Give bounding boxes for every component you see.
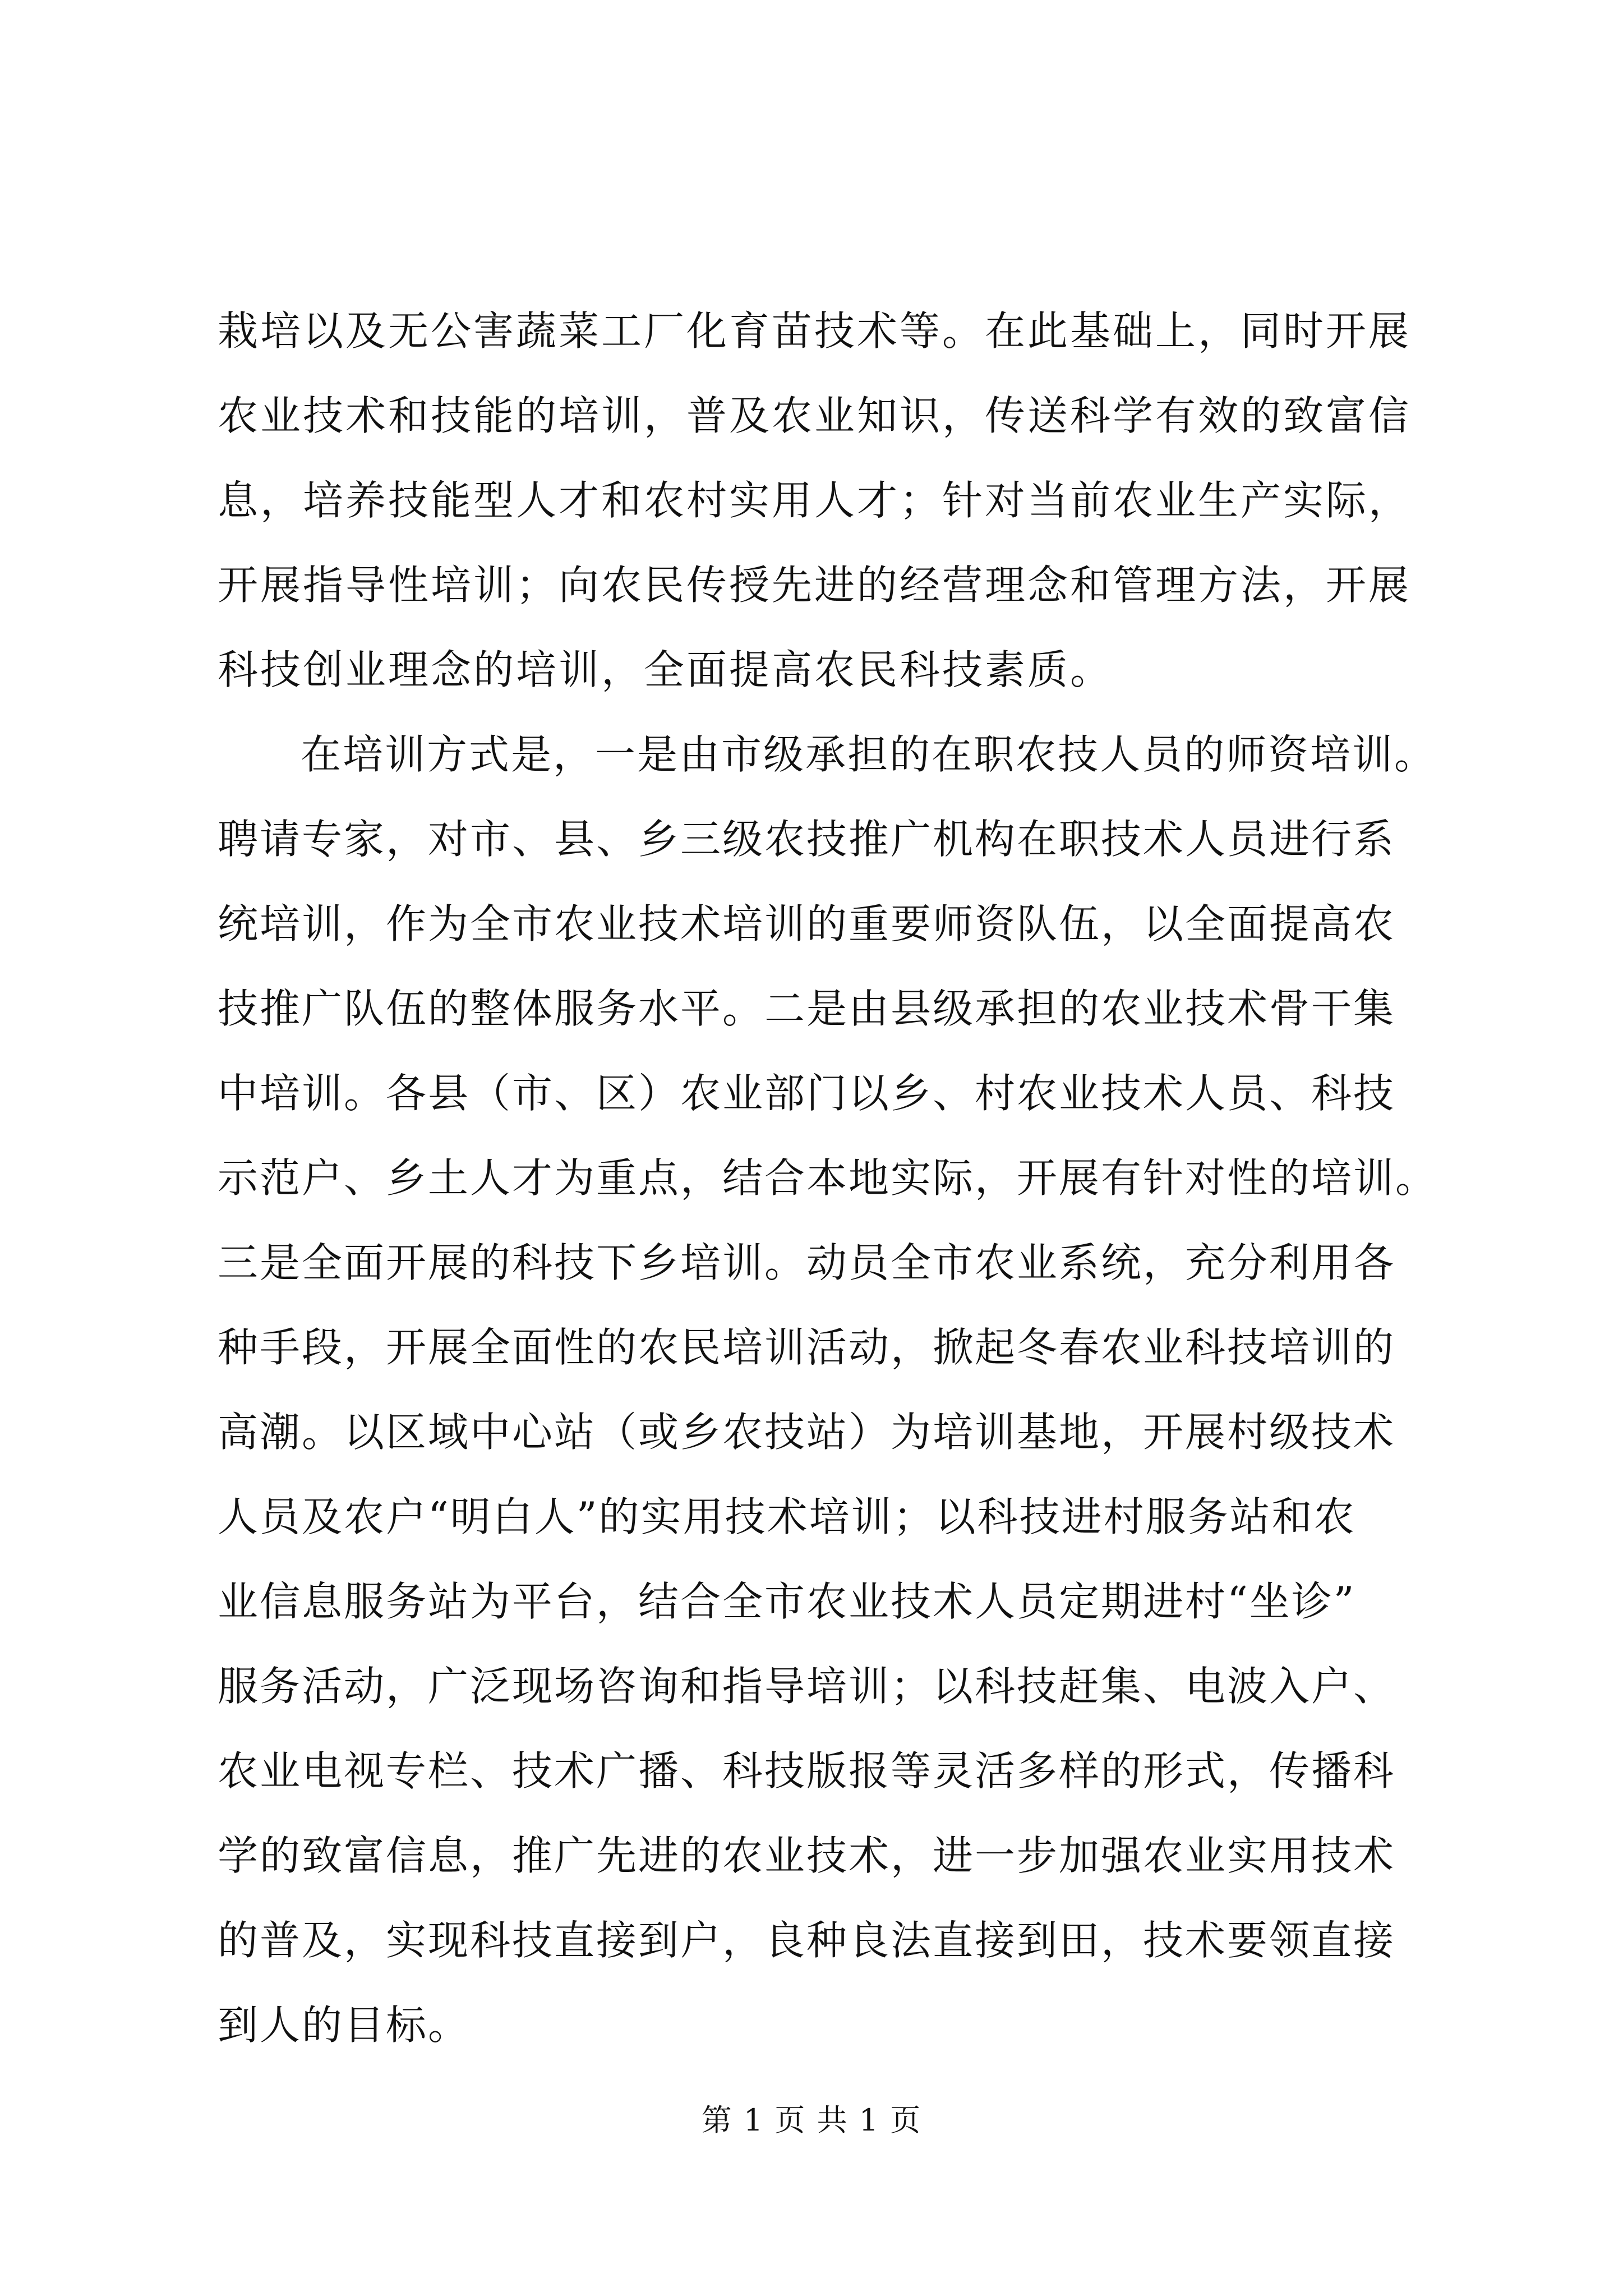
paragraph-1 (218, 289, 1418, 712)
page-number-label: 第 1 页 共 1 页 (701, 2102, 922, 2138)
text-line: 开展指导性培训；向农民传授先进的经营理念和管理方法，开展 (218, 562, 1412, 609)
text-line: 业信息服务站为平台，结合全市农业技术人员定期进村“坐诊” (218, 1578, 1356, 1625)
document-body (218, 289, 1438, 2068)
text-line: 人员及农户“明白人”的实用技术培训；以科技进村服务站和农 (218, 1493, 1356, 1540)
text-line: 三是全面开展的科技下乡培训。动员全市农业系统，充分利用各 (218, 1239, 1396, 1286)
text-line: 聘请专家，对市、县、乡三级农技推广机构在职技术人员进行系 (218, 816, 1396, 863)
text-line: 技推广队伍的整体服务水平。二是由县级承担的农业技术骨干集 (218, 985, 1396, 1032)
text-line: 种手段，开展全面性的农民培训活动，掀起冬春农业科技培训的 (218, 1324, 1396, 1371)
text-line: 栽培以及无公害蔬菜工厂化育苗技术等。在此基础上，同时开展 (218, 307, 1412, 355)
text-line: 统培训，作为全市农业技术培训的重要师资队伍，以全面提高农 (218, 900, 1396, 947)
page-footer (0, 2101, 1623, 2140)
paragraph-2 (218, 712, 1438, 2068)
text-line: 科技创业理念的培训，全面提高农民科技素质。 (218, 646, 1113, 693)
text-line: 的普及，实现科技直接到户，良种良法直接到田，技术要领直接 (218, 1917, 1396, 1964)
text-line: 高潮。以区域中心站（或乡农技站）为培训基地，开展村级技术 (218, 1409, 1396, 1456)
text-line: 服务活动，广泛现场咨询和指导培训；以科技赶集、电波入户、 (218, 1663, 1396, 1710)
text-line: 在培训方式是，一是由市级承担的在职农技人员的师资培训。 (301, 731, 1437, 778)
text-line: 农业电视专栏、技术广播、科技版报等灵活多样的形式，传播科 (218, 1747, 1396, 1795)
text-line: 示范户、乡土人才为重点，结合本地实际，开展有针对性的培训。 (218, 1154, 1438, 1202)
text-line: 中培训。各县（市、区）农业部门以乡、村农业技术人员、科技 (218, 1070, 1396, 1117)
text-line: 到人的目标。 (218, 2001, 471, 2049)
text-line: 息，培养技能型人才和农村实用人才；针对当前农业生产实际， (218, 477, 1412, 524)
text-line: 学的致富信息，推广先进的农业技术，进一步加强农业实用技术 (218, 1832, 1396, 1879)
text-line: 农业技术和技能的培训，普及农业知识，传送科学有效的致富信 (218, 392, 1412, 439)
